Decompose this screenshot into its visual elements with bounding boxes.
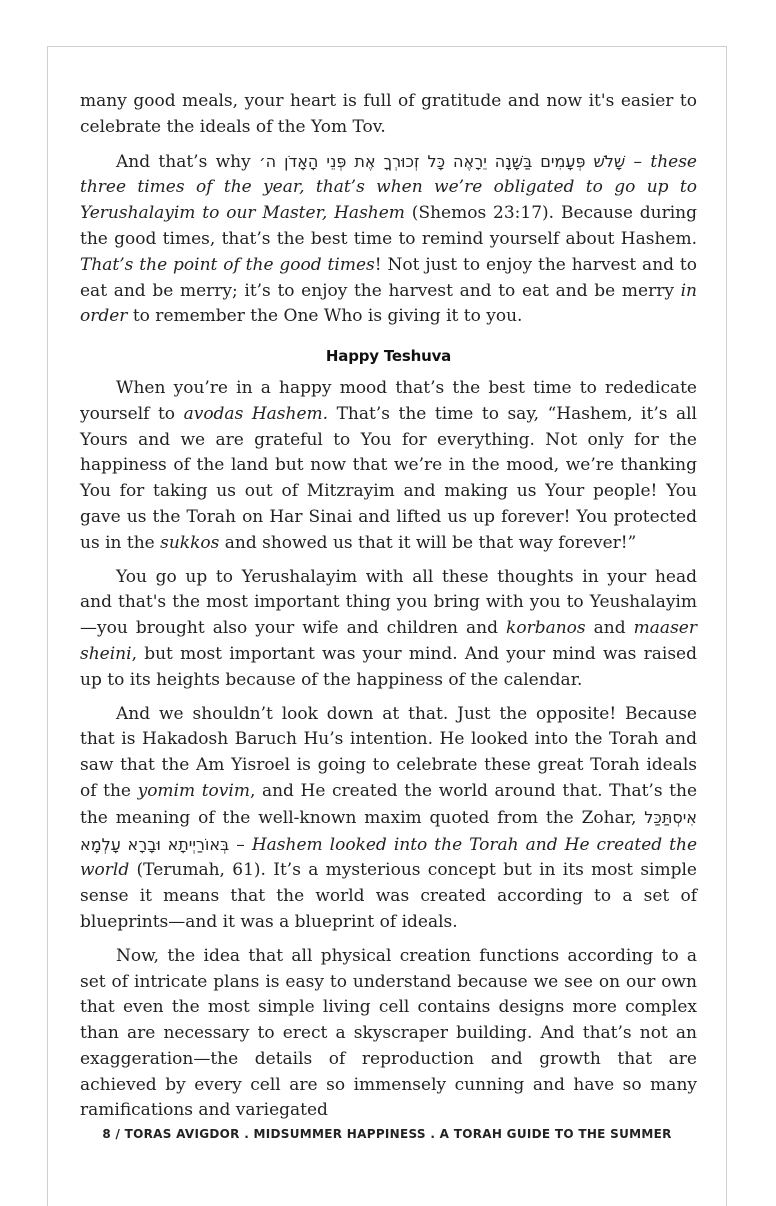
intro-paragraph: many good meals, your heart is full of gratitude and now it's easier to celebrate the ideals of the Yom Tov. [80, 91, 697, 137]
emphasis: yomim tovim [137, 780, 250, 801]
text-run: , and He created the world around that. That’s the the meaning of the well-known maxim quoted from the Zohar, [80, 780, 698, 828]
paragraph-three-times [80, 149, 697, 331]
text-run: And we shouldn’t look down at that. Just the opposite! Because that is Hakadosh Baruch Hu’s intention. He looked into the Torah and saw that the Am Yisroel is going to celebrate these great Torah ideals of the [80, 703, 697, 801]
section-heading: Happy Teshuva [325, 347, 452, 366]
emphasis: in order [80, 280, 697, 327]
text-run: to remember the One Who is giving it to you. [127, 306, 523, 327]
emphasis: avodas Hashem. [183, 403, 329, 424]
paragraph-happy-mood [80, 376, 697, 557]
text-run: , but most important was your mind. And your mind was raised up to its heights because of the happiness of the calendar. [80, 643, 697, 690]
verse-translation: these three times of the year, that’s when we’re obligated to go up to Yerushalayim to our Master, Hashem [80, 151, 697, 224]
text-run: – [625, 151, 651, 172]
page-content [80, 89, 697, 1132]
text-run: And that’s why [116, 151, 260, 172]
paragraph-yerushalayim [80, 565, 697, 694]
page-footer: 8 / TORAS AVIGDOR . MIDSUMMER HAPPINESS . A TORAH GUIDE TO THE SUMMER [102, 1127, 672, 1141]
hebrew-verse: שָׁלֹשׁ פְּעָמִים בַּשָּׁנָה יֵרָאֶה כָּל זְכוּרְךָ אֶת פְּנֵי הָאָדֹן ה׳ [259, 151, 626, 171]
hebrew-quote: אִיסְתַּכַּל בְּאוֹרַיְיתָא וּבָרָא עָלְמָא [80, 807, 697, 854]
text-run: When you’re in a happy mood that’s the best time to rededicate yourself to [80, 377, 697, 424]
text-run: – [229, 834, 252, 855]
paragraph-zohar [80, 702, 697, 936]
text-run: (Terumah, 61). It’s a mysterious concept but in its most simple sense it means that the world was created according to a set of blueprints—and it was a blueprint of ideals. [80, 860, 697, 932]
paragraph-creation: Now, the idea that all physical creation functions according to a set of intricate plans is easy to understand because we see on our own that even the most simple living cell contains designs more complex than are necessary to erect a skyscraper building. And that’s not an exaggeration—the details of reproduction and growth that are achieved by every cell are so immensely cunning and have so many ramifications and variegated [80, 945, 697, 1121]
text-run: That’s the time to say, “Hashem, it’s all Yours and we are grateful to You for everything. Not only for the happiness of the land but now that we’re in the mood, we’re thanking You for taking us out of Mitzrayim and making us Your people! You gave us the Torah on Har Sinai and lifted us up forever! You protected us in the [80, 403, 697, 553]
text-run: and showed us that it will be that way forever!” [219, 532, 637, 553]
text-run: ! Not just to enjoy the harvest and to eat and be merry; it’s to enjoy the harvest and to eat and be merry [80, 254, 697, 301]
emphasis: sukkos [160, 532, 220, 553]
text-run: (Shemos 23:17). Because during the good times, that’s the best time to remind yourself about Hashem. [80, 203, 697, 249]
emphasis: That’s the point of the good times [80, 254, 375, 275]
page [47, 46, 727, 1206]
quote-translation: Hashem looked into the Torah and He created the world [80, 834, 698, 881]
emphasis: korbanos [506, 618, 586, 639]
text-run: and [585, 618, 634, 639]
text-run: You go up to Yerushalayim with all these thoughts in your head and that's the most important thing you bring with you to Yeushalayim—you brought also your wife and children and [80, 566, 697, 639]
emphasis: maaser sheini [80, 618, 697, 664]
